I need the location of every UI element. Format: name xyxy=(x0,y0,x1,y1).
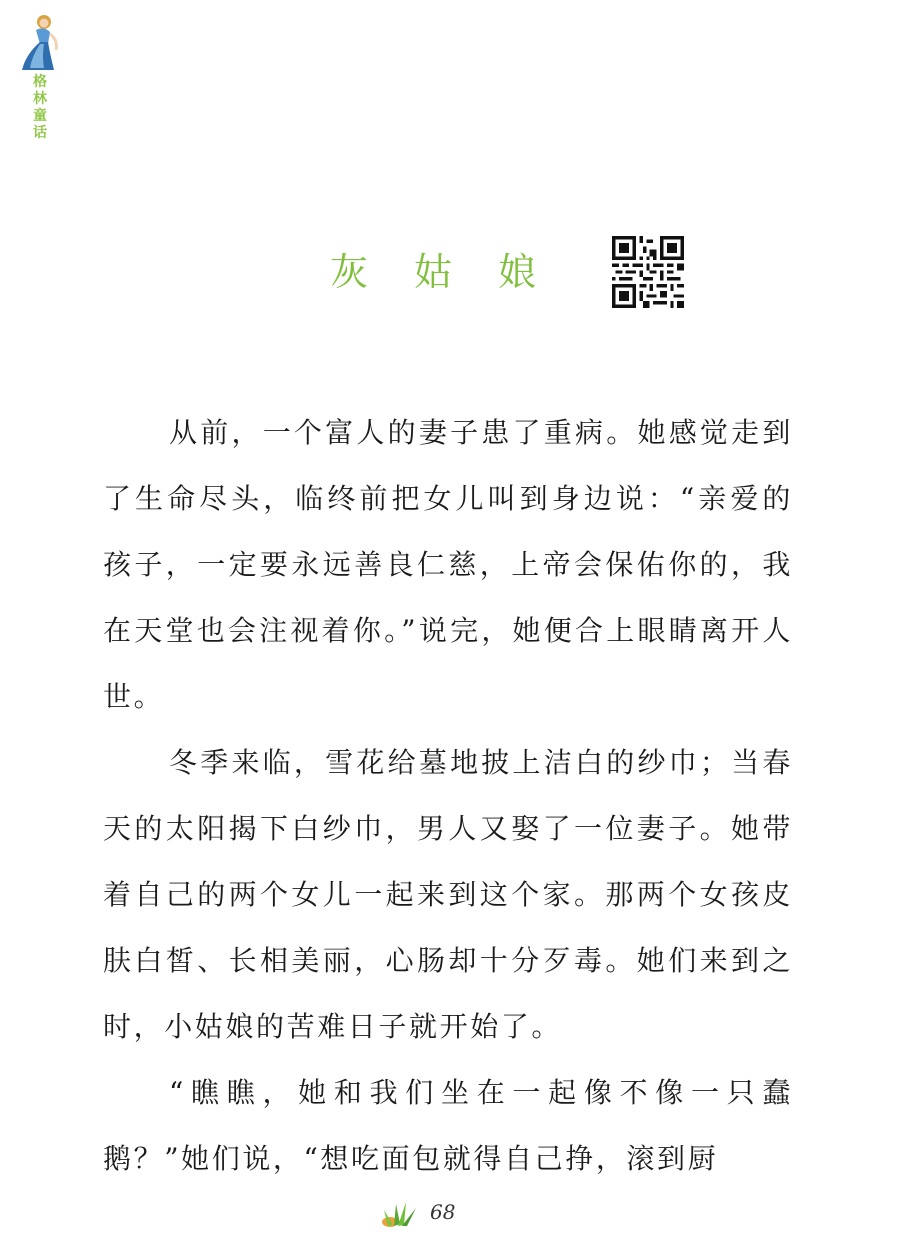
page-footer xyxy=(370,1196,530,1230)
series-label: 格林童话 xyxy=(33,74,47,141)
grass-icon xyxy=(376,1198,420,1228)
story-body xyxy=(103,400,793,1192)
paragraph-3: “瞧瞧，她和我们坐在一起像不像一只蠢鹅？”她们说，“想吃面包就得自己挣，滚到厨 xyxy=(103,1076,793,1175)
qr-code-icon xyxy=(612,236,684,308)
paragraph-2: 冬季来临，雪花给墓地披上洁白的纱巾；当春天的太阳揭下白纱巾，男人又娶了一位妻子。她带着自己的两个女儿一起来到这个家。那两个女孩皮肤白皙、长相美丽，心肠却十分歹毒。她们来到之时，小姑娘的苦难日子就开始了。 xyxy=(103,746,793,1043)
paragraph-1: 从前，一个富人的妻子患了重病。她感觉走到了生命尽头，临终前把女儿叫到身边说：“亲爱的孩子，一定要永远善良仁慈，上帝会保佑你的，我在天堂也会注视着你。”说完，她便合上眼睛离开人世。 xyxy=(103,416,793,713)
princess-illustration-icon xyxy=(14,10,62,74)
page-number: 68 xyxy=(430,1200,456,1224)
story-title: 灰姑娘 xyxy=(330,250,583,294)
